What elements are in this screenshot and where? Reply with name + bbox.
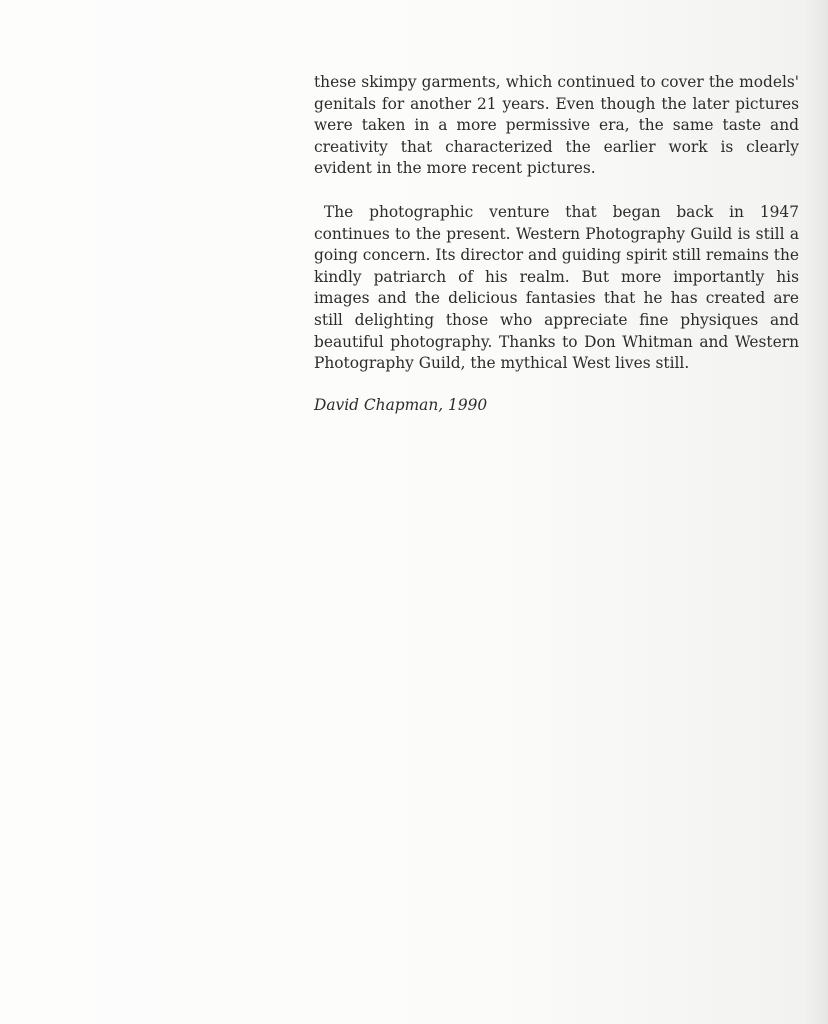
essay-text-block <box>314 72 799 416</box>
paragraph-2: The photographic venture that began back in 1947 continues to the present. Western Photography Guild is still a going concern. Its director and guiding spirit still remains the kindly patriarch of his realm. But more importantly his images and the delicious fantasies that he has created are still delighting those who appreciate fine physiques and beautiful photography. Thanks to Don Whitman and Western Photography Guild, the mythical West lives still. <box>314 202 799 373</box>
author-signature: David Chapman, 1990 <box>314 395 488 414</box>
paragraph-1: these skimpy garments, which continued to cover the models' genitals for another 21 years. Even though the later pictures were taken in a more permissive era, the same taste and creativity that characterized the earlier work is clearly evident in the more recent pictures. <box>314 73 799 178</box>
